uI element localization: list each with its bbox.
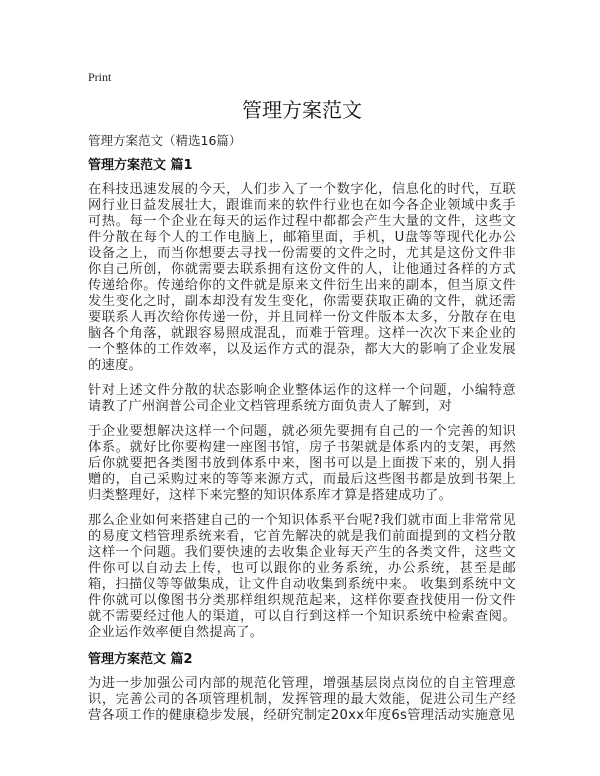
paragraph: 在科技迅速发展的今天，人们步入了一个数字化，信息化的时代，互联网行业日益发展壮大，跟谁而来的软件行业也在如今各企业领域中炙手可热。每一个企业在每天的运作过程中都都会产生大量的文件，这些文件分散在每个人的工作电脑上，邮箱里面，手机，U盘等等现代化办公设备之上，而当你想要去寻找一份需要的文件之时，尤其是这份文件非你自己所创，你就需要去联系拥有这份文件的人，让他通过各样的方式传递给你。传递给你的文件就是原来文件衍生出来的副本，但当原文件发生变化之时，副本却没有发生变化，你需要获取正确的文件，就还需要联系人再次给你传递一份，并且同样一份文件版本太多，分散存在电脑各个角落，就跟容易照成混乱，而难于管理。这样一次次下来企业的一个整体的工作效率，以及运作方式的混杂，都大大的影响了企业发展的速度。 (88, 182, 516, 373)
paragraph: 针对上述文件分散的状态影响企业整体运作的这样一个问题，小编特意请教了广州润普公司企业文档管理系统方面负责人了解到，对 (88, 383, 516, 414)
section-2 (88, 651, 516, 724)
paragraph: 为进一步加强公司内部的规范化管理，增强基层岗点岗位的自主管理意识，完善公司的各项管理机制，发挥管理的最大效能，促进公司生产经营各项工作的健康稳步发展，经研究制定20xx年度6s管理活动实施意见 (88, 676, 516, 723)
print-link[interactable]: Print (88, 70, 112, 84)
section-1 (88, 157, 516, 641)
document-content (88, 157, 516, 733)
document-title: 管理方案范文 (242, 98, 362, 122)
section-heading: 管理方案范文 篇1 (88, 158, 193, 173)
document-subtitle: 管理方案范文（精选16篇） (88, 133, 242, 148)
section-heading: 管理方案范文 篇2 (88, 652, 193, 667)
paragraph: 于企业要想解决这样一个问题，就必须先要拥有自己的一个完善的知识体系。就好比你要构建一座图书馆，房子书架就是体系内的支架，再然后你就要把各类图书放到体系中来，图书可以是上面拨下来的，别人捐赠的，自己采购过来的等等来源方式，而最后这些图书都是放到书架上归类整理好，这样下来完整的知识体系库才算是搭建成功了。 (88, 424, 516, 503)
paragraph: 那么企业如何来搭建自己的一个知识体系平台呢?我们就市面上非常常见的易度文档管理系统来看，它首先解决的就是我们前面提到的文档分散这样一个问题。我们要快速的去收集企业每天产生的各类文件，这些文件你可以自动去上传，也可以跟你的业务系统，办公系统，甚至是邮箱，扫描仪等等做集成，让文件自动收集到系统中来。 收集到系统中文件你就可以像图书分类那样组织规范起来，这样你要查找使用一份文件就不需要经过他人的渠道，可以自行到这样一个知识系统中检索查阅。企业运作效率便自然提高了。 (88, 513, 516, 640)
